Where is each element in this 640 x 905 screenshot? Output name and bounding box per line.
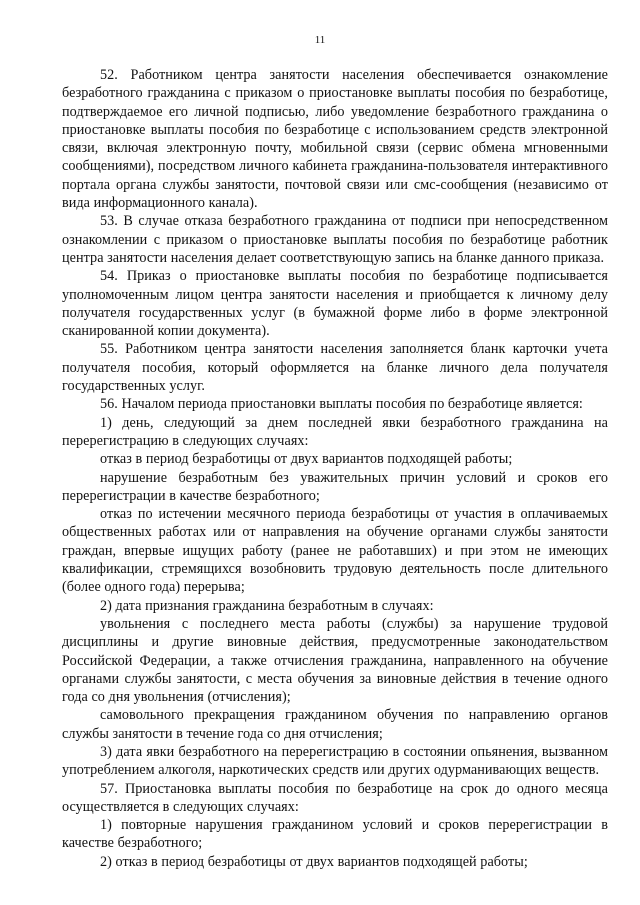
paragraph-56-item-1: 1) день, следующий за днем последней явки безработного гражданина на перерегистрацию в следующих случаях: <box>62 414 608 449</box>
paragraph-57-item-1: 1) повторные нарушения гражданином условий и сроков перерегистрации в качестве безработного; <box>62 817 608 852</box>
paragraph-56-item-1-case-1: отказ в период безработицы от двух вариантов подходящей работы; <box>100 451 513 468</box>
paragraph-56-item-1-case-2: нарушение безработным без уважительных причин условий и сроков его перерегистрации в качестве безработного; <box>62 469 608 504</box>
paragraph-56-item-3: 3) дата явки безработного на перерегистрацию в состоянии опьянения, вызванном употреблением алкоголя, наркотических средств или других одурманивающих веществ. <box>62 743 608 779</box>
paragraph-56-item-1-case-3: отказ по истечении месячного периода безработицы от участия в оплачиваемых общественных работах или от направления на обучение органами службы занятости граждан, впервые ищущих работу (ранее не работавших) и при этом не имеющих квалификации, стремящихся возобновить трудовую деятельность после длительного (более одного года) перерыва; <box>62 506 608 596</box>
paragraph-52: 52. Работником центра занятости населения обеспечивается ознакомление безработного гражданина с приказом о приостановке выплаты пособия по безработице, подтверждаемое его личной подписью, либо уведомление безработного гражданина о приостановке выплаты пособия по безработице с использованием средств электронной связи, включая электронную почту, мобильной связи (сервис обмена мгновенными сообщениями), посредством личного кабинета гражданина-пользователя интерактивного портала органа службы занятости, почтовой связи или смс-сообщения (независимо от вида информационного канала). <box>62 67 608 212</box>
paragraph-54: 54. Приказ о приостановке выплаты пособия по безработице подписывается уполномоченным лицом центра занятости населения и приобщается к личному делу получателя государственных услуг (в бумажной форме либо в форме электронной сканированной копии документа). <box>62 268 608 340</box>
paragraph-56-item-2-case-1: увольнения с последнего места работы (службы) за нарушение трудовой дисциплины и другие виновные действия, предусмотренные законодательством Российской Федерации, а также отчисления гражданина, направленного на обучение органами службы занятости, с места обучения за виновные действия в течение одного года со дня увольнения (отчисления); <box>62 615 608 706</box>
paragraph-56: 56. Началом периода приостановки выплаты пособия по безработице является: <box>100 396 583 413</box>
document-body <box>62 66 608 871</box>
page-number: 11 <box>314 34 326 46</box>
paragraph-56-item-2: 2) дата признания гражданина безработным в случаях: <box>100 597 434 614</box>
paragraph-55: 55. Работником центра занятости населения заполняется бланк карточки учета получателя пособия, который оформляется на бланке личного дела получателя государственных услуг. <box>62 341 608 395</box>
paragraph-57-item-2: 2) отказ в период безработицы от двух вариантов подходящей работы; <box>100 853 528 870</box>
paragraph-56-item-2-case-2: самовольного прекращения гражданином обучения по направлению органов службы занятости в течение года со дня отчисления; <box>62 707 608 742</box>
paragraph-57: 57. Приостановка выплаты пособия по безработице на срок до одного месяца осуществляется в следующих случаях: <box>62 780 608 815</box>
paragraph-53: 53. В случае отказа безработного гражданина от подписи при непосредственном ознакомлении с приказом о приостановке выплаты пособия по безработице работник центра занятости населения делает соответствующую запись на бланке данного приказа. <box>62 213 608 266</box>
